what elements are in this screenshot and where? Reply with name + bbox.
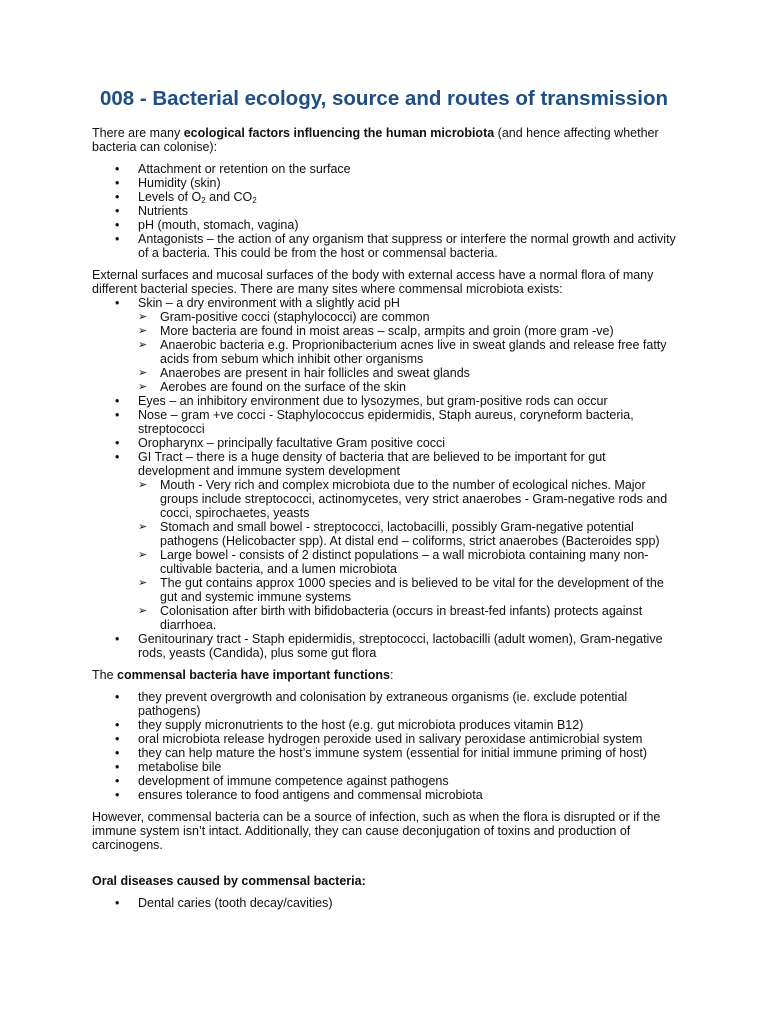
list-item: • Genitourinary tract - Staph epidermidis, streptococci, lactobacilli (adult women), Gram-negative rods, yeasts (Candida), plus some gut flora (92, 632, 676, 660)
list-item: • Skin – a dry environment with a slightly acid pH ➢ Gram-positive cocci (staphylococci) are common ➢ More bacteria are found in moist areas – scalp, armpits and groin (more gram -ve) ➢ Anaerobic bacteria e.g. Proprionibacterium acnes live in sweat glands and release free fatty acids from sebum which inhibit other organisms ➢ Anaerobes are present in hair follicles and sweat glands ➢ Aerobes are found on the surface of the skin (92, 296, 676, 394)
list-item: • they prevent overgrowth and colonisation by extraneous organisms (ie. exclude potential pathogens) (92, 690, 676, 718)
list-item: • pH (mouth, stomach, vagina) (92, 218, 676, 232)
list-item: • Antagonists – the action of any organism that suppress or interfere the normal growth and activity of a bacteria. This could be from the host or commensal bacteria. (92, 232, 676, 260)
list-item: • Levels of $O_2$ and $CO_2$ (92, 190, 676, 204)
gi-sublist (138, 478, 676, 632)
list-item: ➢ Anaerobes are present in hair follicles and sweat glands (138, 366, 676, 380)
list-item: ➢ Colonisation after birth with bifidobacteria (occurs in breast-fed infants) protects against diarrhoea. (138, 604, 676, 632)
sites-list (92, 296, 676, 660)
list-item: ➢ Anaerobic bacteria e.g. Proprionibacterium acnes live in sweat glands and release free fatty acids from sebum which inhibit other organisms (138, 338, 676, 366)
list-item: • they can help mature the host’s immune system (essential for initial immune priming of host) (92, 746, 676, 760)
factors-list (92, 162, 676, 260)
list-item: ➢ Aerobes are found on the surface of the skin (138, 380, 676, 394)
list-item: • Eyes – an inhibitory environment due to lysozymes, but gram-positive rods can occur (92, 394, 676, 408)
intro-bold: ecological factors influencing the human microbiota (183, 126, 495, 140)
list-item: • Dental caries (tooth decay/cavities) (92, 896, 676, 910)
page-title: 008 - Bacterial ecology, source and routes of transmission (99, 87, 669, 110)
list-item: ➢ Stomach and small bowel - streptococci, lactobacilli, possibly Gram-negative potential pathogens (Helicobacter spp). At distal end – coliforms, strict anaerobes (Bacteroides spp) (138, 520, 676, 548)
list-item: • development of immune competence against pathogens (92, 774, 676, 788)
list-item: ➢ More bacteria are found in moist areas – scalp, armpits and groin (more gram -ve) (138, 324, 676, 338)
sites-intro: External surfaces and mucosal surfaces of the body with external access have a normal flora of many different bacterial species. There are many sites where commensal microbiota exists: (92, 268, 654, 296)
list-item: • ensures tolerance to food antigens and commensal microbiota (92, 788, 676, 802)
skin-sublist (138, 310, 676, 394)
list-item: • GI Tract – there is a huge density of bacteria that are believed to be important for gut development and immune system development ➢ Mouth - Very rich and complex microbiota due to the number of ecological niches. Major groups include streptococci, actinomycetes, very strict anaerobes - Gram-negative rods and cocci, spirochaetes, yeasts ➢ Stomach and small bowel - streptococci, lactobacilli, possibly Gram-negative potential pathogens (Helicobacter spp). At distal end – coliforms, strict anaerobes (Bacteroides spp) ➢ Large bowel - consists of 2 distinct populations – a wall microbiota containing many non-cultivable bacteria, and a lumen microbiota ➢ The gut contains approx 1000 species and is believed to be vital for the development of the gut and systemic immune systems ➢ Colonisation after birth with bifidobacteria (occurs in breast-fed infants) protects against diarrhoea. (92, 450, 676, 632)
list-item: ➢ The gut contains approx 1000 species and is believed to be vital for the development of the gut and systemic immune systems (138, 576, 676, 604)
list-item: • oral microbiota release hydrogen peroxide used in salivary peroxidase antimicrobial system (92, 732, 676, 746)
oral-heading: Oral diseases caused by commensal bacteria: (92, 874, 366, 888)
list-item: ➢ Large bowel - consists of 2 distinct populations – a wall microbiota containing many non-cultivable bacteria, and a lumen microbiota (138, 548, 676, 576)
list-item: • they supply micronutrients to the host (e.g. gut microbiota produces vitamin B12) (92, 718, 676, 732)
functions-intro: The commensal bacteria have important functions: (92, 668, 394, 682)
however-paragraph: However, commensal bacteria can be a source of infection, such as when the flora is disrupted or if the immune system isn’t intact. Additionally, they can cause deconjugation of toxins and production of carcinogens. (92, 810, 661, 852)
functions-list (92, 690, 676, 802)
list-item: • Humidity (skin) (92, 176, 676, 190)
intro-paragraph: There are many ecological factors influencing the human microbiota (and hence affecting whether bacteria can colonise): (92, 126, 659, 154)
list-item: • Attachment or retention on the surface (92, 162, 676, 176)
oral-diseases-list (92, 896, 676, 910)
list-item: • Nose – gram +ve cocci - Staphylococcus epidermidis, Staph aureus, coryneform bacteria, streptococci (92, 408, 676, 436)
list-item: ➢ Mouth - Very rich and complex microbiota due to the number of ecological niches. Major groups include streptococci, actinomycetes, very strict anaerobes - Gram-negative rods and cocci, spirochaetes, yeasts (138, 478, 676, 520)
list-item: • Nutrients (92, 204, 676, 218)
list-item: • metabolise bile (92, 760, 676, 774)
list-item: ➢ Gram-positive cocci (staphylococci) are common (138, 310, 676, 324)
list-item: • Oropharynx – principally facultative Gram positive cocci (92, 436, 676, 450)
